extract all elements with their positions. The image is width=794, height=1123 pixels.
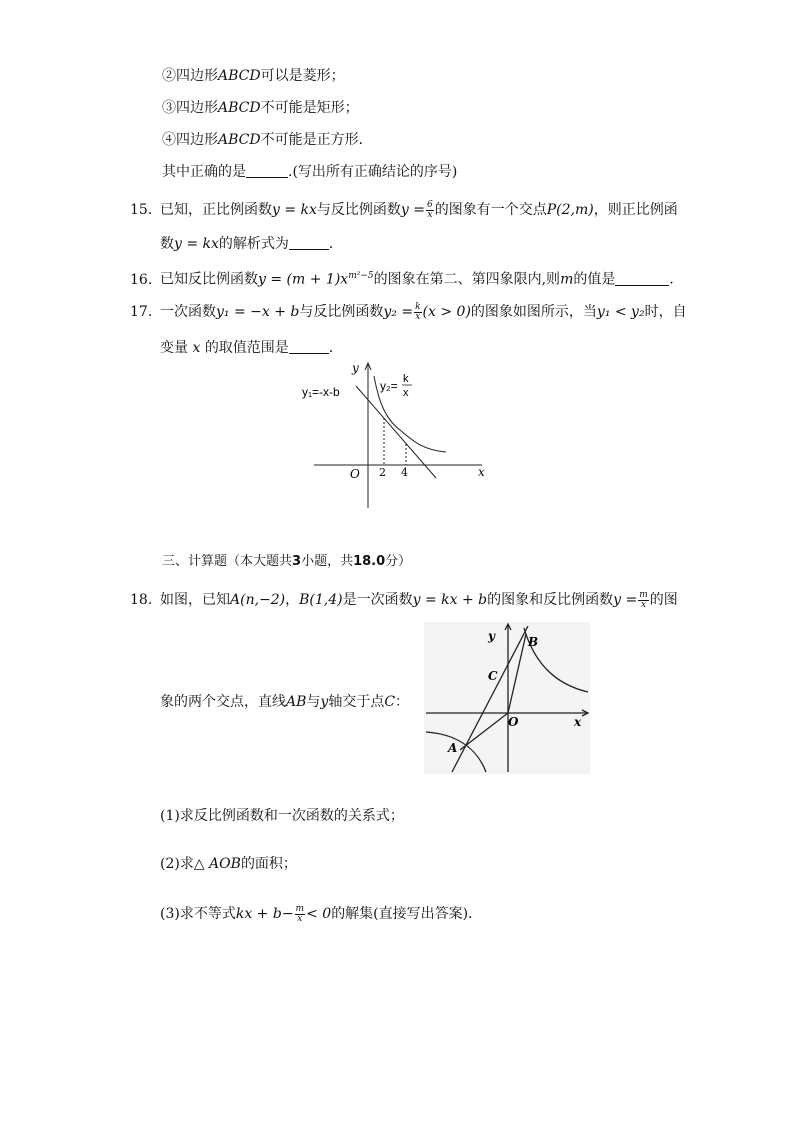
- answer-blank: [615, 271, 669, 286]
- q14-item-2: ②四边形ABCD可以是菱形；: [162, 68, 345, 84]
- x-axis-label: x: [478, 465, 485, 479]
- point-c-label: C: [488, 669, 498, 683]
- curve-label-num: k: [403, 373, 409, 385]
- tick-label-2: 2: [379, 466, 386, 479]
- question-18-line-1: 18. 如图，已知A(n,−2)，B(1,4)是一次函数y = kx + b的图象和反比例函数y = $\frac{m}{x}$ 的图: [130, 589, 678, 610]
- fraction: $\frac{m}{x}$: [639, 589, 648, 610]
- answer-blank: [246, 163, 288, 178]
- question-17-graph: [300, 358, 500, 514]
- origin-label: O: [350, 467, 360, 481]
- question-15-line-1: 15. 已知，正比例函数y = kx与反比例函数y = $\frac{6}{x}$ 的图象有一个交点P(2,m)，则正比例函: [130, 199, 678, 220]
- y-axis-label: y: [488, 629, 495, 643]
- y-axis-label: y: [352, 361, 359, 375]
- answer-blank: [289, 339, 329, 354]
- x-axis-label: x: [574, 715, 582, 729]
- fraction: $\frac{k}{x}$: [415, 301, 421, 322]
- section-3-heading: 三、计算题（本大题共3小题，共18.0分）: [162, 554, 412, 569]
- origin-label: O: [508, 715, 519, 729]
- tick-label-4: 4: [401, 466, 408, 479]
- curve-label: y₂=: [380, 379, 398, 393]
- line-ab: [452, 626, 528, 772]
- question-18-part-1: (1)求反比例函数和一次函数的关系式；: [160, 808, 404, 824]
- question-17-line-1: 17. 一次函数y₁ = −x + b与反比例函数y₂ = $\frac{k}{x}$ (x > 0)的图象如图所示，当y₁ < y₂时，自: [130, 301, 687, 322]
- question-15-line-2: 数y = kx的解析式为 ．: [160, 236, 343, 252]
- segment-oa: [460, 713, 508, 750]
- question-17-line-2: 变量 x 的取值范围是 ．: [160, 340, 343, 356]
- point-a-label: A: [448, 741, 458, 755]
- point-b-label: B: [528, 635, 539, 649]
- question-18-graph: [424, 622, 590, 774]
- q14-item-3: ③四边形ABCD不可能是矩形；: [162, 100, 359, 116]
- fraction: $\frac{m}{x}$: [295, 903, 305, 924]
- q14-item-4: ④四边形ABCD不可能是正方形．: [162, 132, 373, 148]
- answer-blank: [289, 235, 329, 250]
- q14-answer-line: 其中正确的是 .(写出所有正确结论的序号): [162, 164, 458, 180]
- question-18-part-2: (2)求△ AOB的面积；: [160, 856, 297, 872]
- question-16: 16. 已知反比例函数$y = (m + 1)x^{m^2-5}$的图象在第二、第四象限内,则m的值是 ．: [130, 271, 684, 288]
- line-label: y₁=-x-b: [302, 385, 340, 399]
- fraction: $\frac{6}{x}$: [427, 199, 433, 220]
- question-18-part-3: (3)求不等式kx + b− $\frac{m}{x}$ < 0的解集(直接写出答案)．: [160, 903, 483, 924]
- question-18-line-2: 象的两个交点，直线AB与y轴交于点C：: [160, 694, 410, 710]
- curve-label-den: x: [403, 387, 409, 399]
